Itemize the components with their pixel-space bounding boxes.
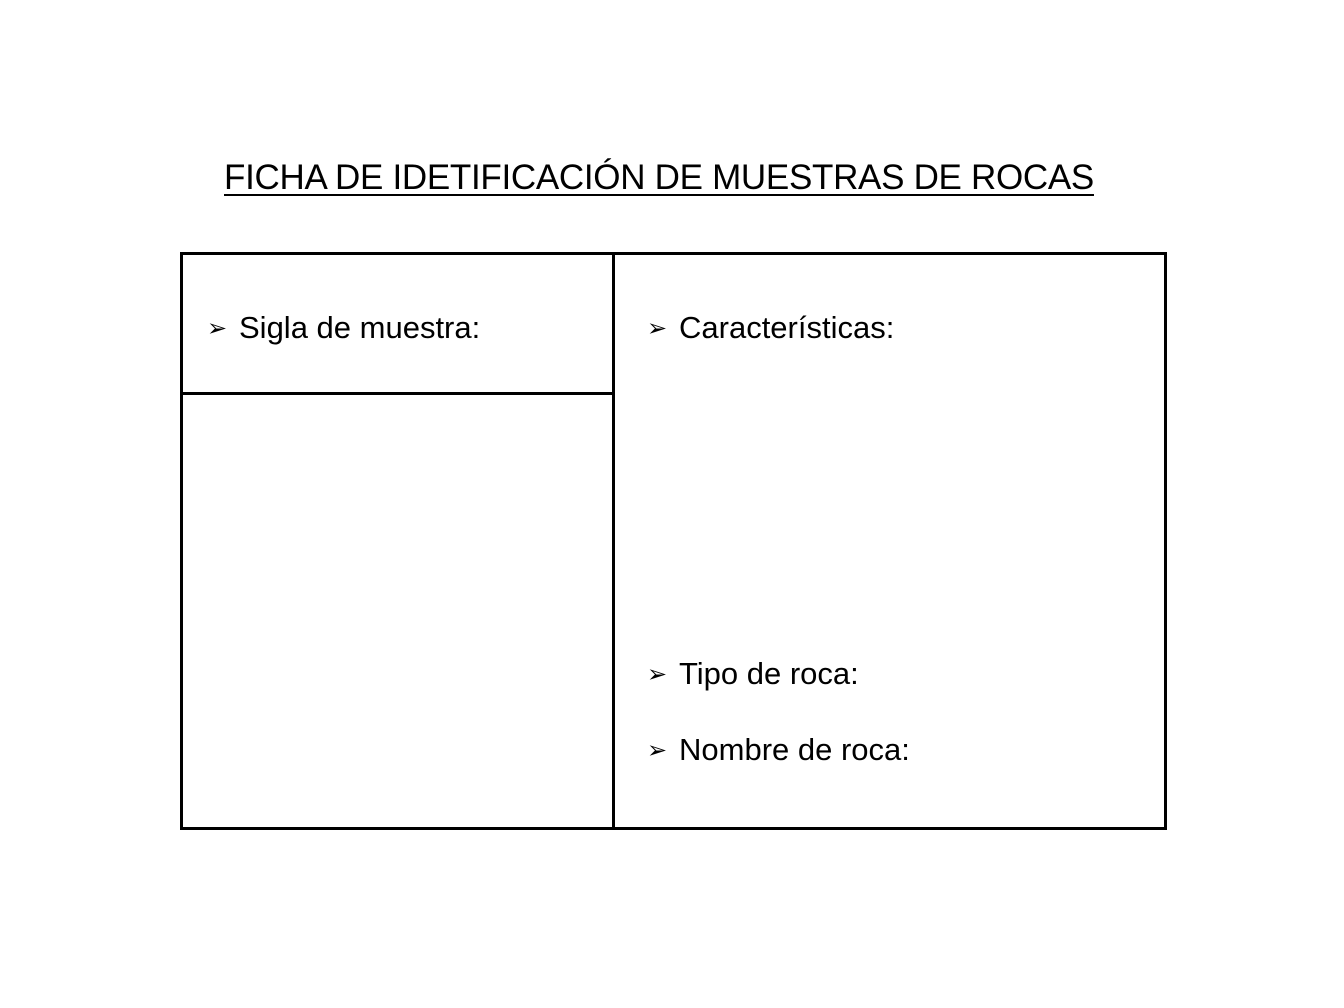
characteristics-label: Características: [679, 310, 895, 345]
rock-type-label: Tipo de roca: [679, 656, 859, 691]
rock-type-item [647, 654, 859, 694]
sample-code-label: Sigla de muestra: [239, 310, 481, 345]
left-column [183, 255, 615, 827]
arrow-bullet-icon: ➢ [647, 314, 668, 342]
arrow-bullet-icon: ➢ [647, 736, 668, 764]
arrow-bullet-icon: ➢ [647, 660, 668, 688]
sample-code-item [207, 308, 480, 348]
page-title-text: FICHA DE IDETIFICACIÓN DE MUESTRAS DE ROCAS [224, 158, 1094, 197]
rock-name-label: Nombre de roca: [679, 732, 910, 767]
page-title [0, 154, 1318, 202]
sample-code-box [183, 255, 612, 395]
right-column [615, 255, 1164, 827]
characteristics-item [647, 308, 894, 348]
identification-sheet [180, 252, 1167, 830]
sample-image-box [183, 395, 612, 827]
rock-name-item [647, 730, 910, 770]
arrow-bullet-icon: ➢ [207, 314, 228, 342]
